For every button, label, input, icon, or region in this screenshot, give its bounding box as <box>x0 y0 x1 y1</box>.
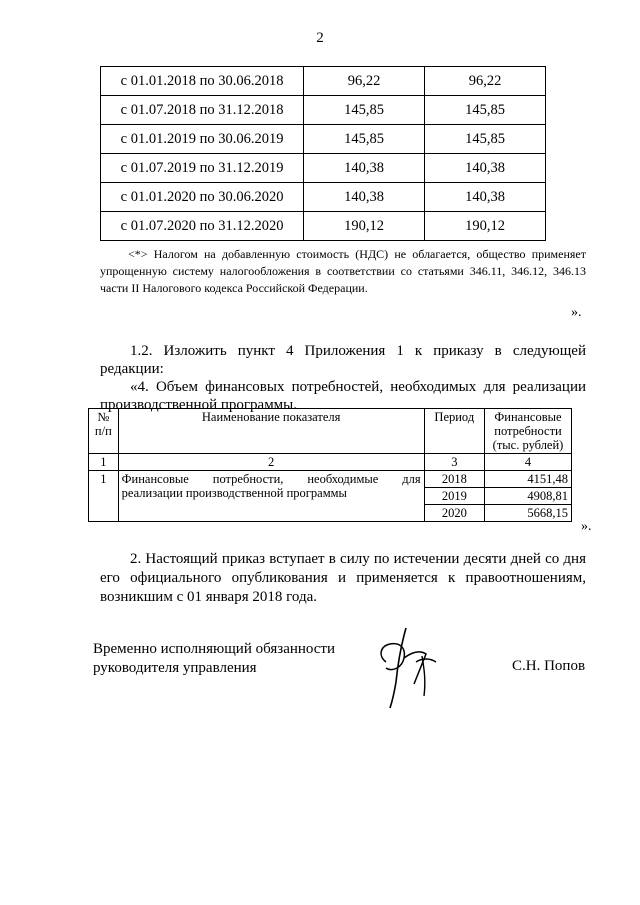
row-year: 2018 <box>424 471 484 488</box>
row-year: 2020 <box>424 505 484 522</box>
table-row <box>89 471 572 488</box>
period-cell: с 01.07.2018 по 31.12.2018 <box>101 96 304 125</box>
period-cell: с 01.01.2018 по 30.06.2018 <box>101 67 304 96</box>
row-value: 5668,15 <box>485 505 572 522</box>
row-year: 2019 <box>424 488 484 505</box>
value-cell: 145,85 <box>304 96 425 125</box>
value-cell: 140,38 <box>425 154 546 183</box>
footnote <box>100 246 586 297</box>
tariff-table <box>100 66 546 241</box>
header-period: Период <box>424 409 484 454</box>
value-cell: 96,22 <box>304 67 425 96</box>
table-row <box>101 96 546 125</box>
paragraph-text: 1.2. Изложить пункт 4 Приложения 1 к приказу в следующей редакции: <box>100 343 586 377</box>
value-cell: 145,85 <box>425 125 546 154</box>
header-name: Наименование показателя <box>118 409 424 454</box>
period-cell: с 01.07.2020 по 31.12.2020 <box>101 212 304 241</box>
table-row <box>101 67 546 96</box>
paragraph-1-2 <box>100 342 586 414</box>
header-num: № п/п <box>89 409 119 454</box>
colnum-cell: 4 <box>485 454 572 471</box>
finance-table <box>88 408 572 522</box>
quote-text: «4. Объем финансовых потребностей, необходимых для реализации производственной программы. <box>100 379 586 413</box>
period-cell: с 01.01.2019 по 30.06.2019 <box>101 125 304 154</box>
paragraph-2 <box>100 550 586 607</box>
row-value: 4908,81 <box>485 488 572 505</box>
row-value: 4151,48 <box>485 471 572 488</box>
table-row <box>101 154 546 183</box>
table-row <box>101 125 546 154</box>
table-row <box>101 183 546 212</box>
period-cell: с 01.01.2020 по 30.06.2020 <box>101 183 304 212</box>
table-colnum-row <box>89 454 572 471</box>
signer-title-line: Временно исполняющий обязанности <box>93 641 336 657</box>
table-header-row <box>89 409 572 454</box>
colnum-cell: 1 <box>89 454 119 471</box>
value-cell: 145,85 <box>425 96 546 125</box>
signer-title-line: руководителя управления <box>93 660 257 676</box>
colnum-cell: 2 <box>118 454 424 471</box>
closing-quote: ». <box>571 305 582 320</box>
value-cell: 190,12 <box>425 212 546 241</box>
value-cell: 190,12 <box>304 212 425 241</box>
row-name: Финансовые потребности, необходимые для реализации производственной программы <box>118 471 424 522</box>
value-cell: 96,22 <box>425 67 546 96</box>
page-number: 2 <box>316 30 324 46</box>
value-cell: 140,38 <box>304 154 425 183</box>
row-num: 1 <box>89 471 119 522</box>
closing-quote: ». <box>581 519 592 534</box>
period-cell: с 01.07.2019 по 31.12.2019 <box>101 154 304 183</box>
footnote-text: <*> Налогом на добавленную стоимость (НДС) не облагается, общество применяет упрощенную систему налогообложения в соответствии со статьями 346.11, 346.12, 346.13 части II Налогового кодекса Российской Федерации. <box>100 247 586 295</box>
value-cell: 145,85 <box>304 125 425 154</box>
table-row <box>101 212 546 241</box>
signer-title <box>93 640 393 678</box>
colnum-cell: 3 <box>424 454 484 471</box>
header-needs: Финансовые потребности (тыс. рублей) <box>485 409 572 454</box>
paragraph-text: 2. Настоящий приказ вступает в силу по истечении десяти дней со дня его официального опубликования и применяется к правоотношениям, возникшим с 01 января 2018 года. <box>100 551 586 605</box>
value-cell: 140,38 <box>304 183 425 212</box>
value-cell: 140,38 <box>425 183 546 212</box>
handwritten-signature <box>376 622 446 712</box>
signer-name: С.Н. Попов <box>512 658 586 674</box>
